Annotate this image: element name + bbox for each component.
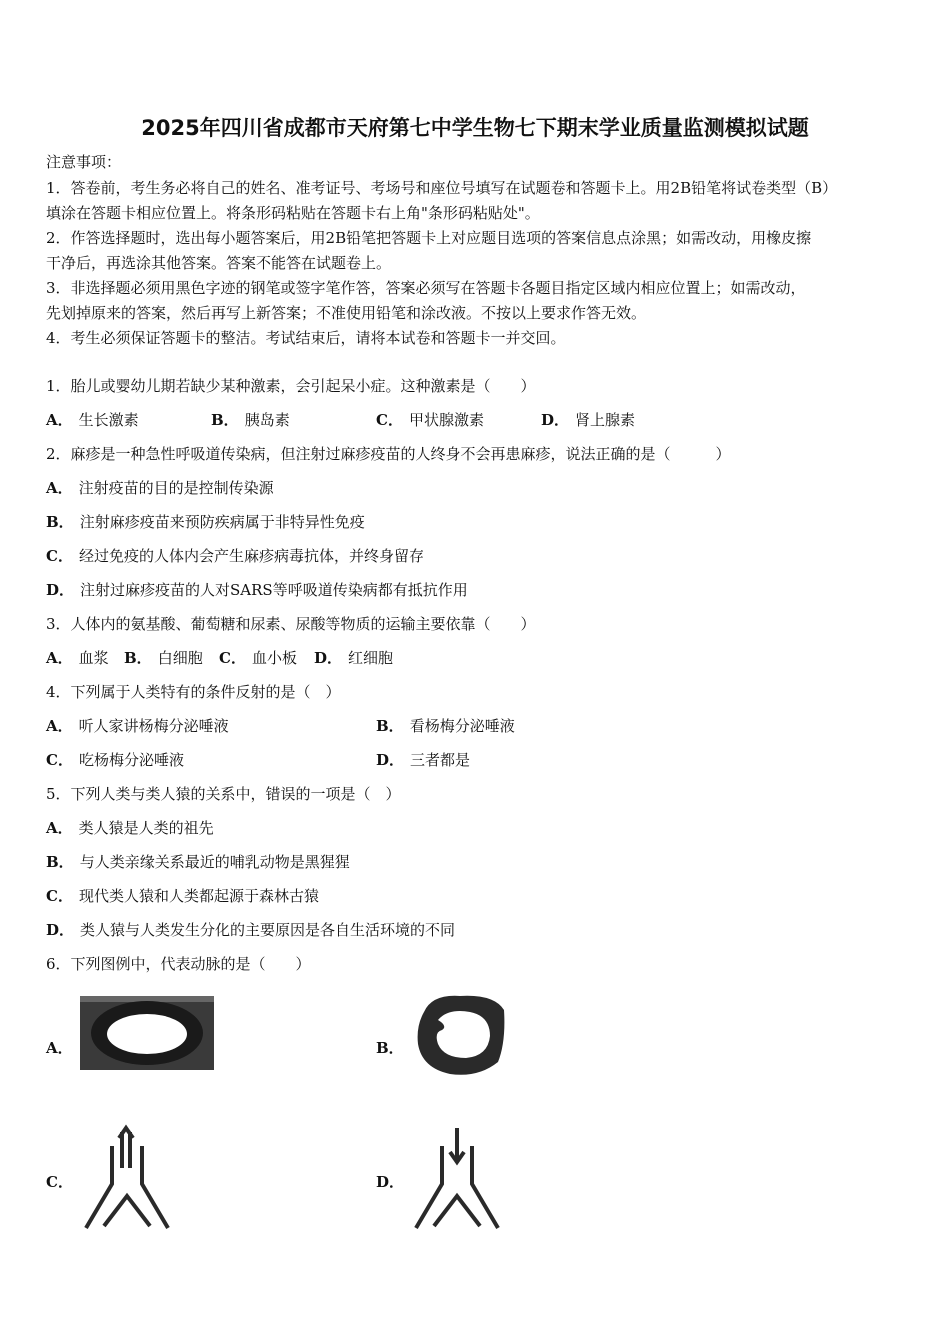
option-text: 注射疫苗的目的是控制传染源 (78, 479, 274, 497)
option-text: 现代类人猿和人类都起源于森林古猿 (78, 887, 319, 905)
option-d[interactable] (376, 750, 470, 770)
option-b[interactable] (211, 410, 290, 430)
option-text: 生长激素 (78, 411, 139, 429)
notice-line: 先划掉原来的答案，然后再写上新答案；不准使用铅笔和涂改液。不按以上要求作答无效。 (46, 304, 647, 322)
option-a[interactable] (46, 716, 229, 736)
option-c[interactable] (219, 648, 297, 668)
question-stem: 6．下列图例中，代表动脉的是（ ） (46, 955, 311, 973)
branching-vessel-figure-c (82, 1124, 172, 1230)
notice-line: 3．非选择题必须用黑色字迹的钢笔或签字笔作答，答案必须写在答题卡各题目指定区域内相应位置上；如需改动， (46, 279, 806, 297)
question-stem: 2．麻疹是一种急性呼吸道传染病，但注射过麻疹疫苗的人终身不会再患麻疹，说法正确的是（ ） (46, 445, 731, 463)
vessel-fork (104, 1196, 150, 1226)
option-d[interactable] (46, 580, 468, 600)
option-a[interactable] (46, 478, 274, 498)
vessel-lumen (107, 1014, 187, 1054)
option-d[interactable]: D． (376, 1173, 405, 1191)
vessel-fork (434, 1196, 480, 1226)
notice-line: 干净后，再选涂其他答案。答案不能答在试题卷上。 (46, 254, 392, 272)
option-text: 与人类亲缘关系最近的哺乳动物是黑猩猩 (79, 853, 350, 871)
option-text: 注射过麻疹疫苗的人对SARS等呼吸道传染病都有抵抗作用 (80, 581, 468, 599)
question-stem: 1．胎儿或婴幼儿期若缺少某种激素，会引起呆小症。这种激素是（ ） (46, 377, 536, 395)
option-label: D． (541, 411, 570, 429)
vein-cross-section-figure (414, 992, 506, 1078)
page-title: 2025年四川省成都市天府第七中学生物七下期末学业质量监测模拟试题 (141, 116, 809, 140)
option-c[interactable]: C． (46, 1173, 73, 1191)
option-b[interactable] (46, 512, 365, 532)
notice-heading: 注意事项： (46, 153, 122, 171)
option-label: D． (46, 581, 75, 599)
option-label: B． (46, 853, 74, 871)
option-a[interactable] (46, 648, 109, 668)
option-b[interactable] (46, 852, 350, 872)
option-d[interactable] (46, 920, 455, 940)
option-b[interactable] (124, 648, 203, 668)
vessel-wall-left (86, 1146, 112, 1228)
option-a[interactable] (46, 410, 139, 430)
question-stem: 5．下列人类与类人猿的关系中，错误的一项是（ ） (46, 785, 401, 803)
option-text: 听人家讲杨梅分泌唾液 (78, 717, 229, 735)
option-b[interactable]: B． (376, 1039, 404, 1057)
option-text: 经过免疫的人体内会产生麻疹病毒抗体，并终身留存 (78, 547, 424, 565)
option-c[interactable] (376, 410, 484, 430)
option-text: 胰岛素 (244, 411, 290, 429)
option-label: C． (46, 887, 73, 905)
option-label: A． (46, 819, 73, 837)
option-label: B． (376, 717, 404, 735)
option-label: A． (46, 717, 73, 735)
option-d[interactable] (314, 648, 393, 668)
notice-line: 2．作答选择题时，选出每小题答案后，用2B铅笔把答题卡上对应题目选项的答案信息点涂黑；如需改动，用橡皮擦 (46, 229, 812, 247)
question-stem: 3．人体内的氨基酸、葡萄糖和尿素、尿酸等物质的运输主要依靠（ ） (46, 615, 536, 633)
option-b[interactable] (376, 716, 515, 736)
option-text: 三者都是 (410, 751, 471, 769)
option-label: A． (46, 479, 73, 497)
option-c[interactable] (46, 886, 319, 906)
option-c[interactable] (46, 546, 424, 566)
option-label: C． (46, 547, 73, 565)
vessel-wall-right (472, 1146, 498, 1228)
option-c[interactable] (46, 750, 184, 770)
notice-line: 4．考生必须保证答题卡的整洁。考试结束后，请将本试卷和答题卡一并交回。 (46, 329, 566, 347)
option-label: C． (219, 649, 246, 667)
arrow-up-icon (119, 1128, 133, 1138)
vessel-lumen (437, 1011, 490, 1058)
option-text: 血小板 (251, 649, 297, 667)
option-a[interactable] (46, 818, 214, 838)
option-text: 白细胞 (157, 649, 203, 667)
option-text: 看杨梅分泌唾液 (409, 717, 515, 735)
option-label: C． (46, 751, 73, 769)
artery-cross-section-figure (80, 996, 214, 1070)
option-text: 肾上腺素 (575, 411, 636, 429)
option-label: D． (376, 751, 405, 769)
question-stem: 4．下列属于人类特有的条件反射的是（ ） (46, 683, 341, 701)
vessel-wall-right (142, 1146, 168, 1228)
vessel-wall-left (416, 1146, 442, 1228)
branching-vessel-figure-d (412, 1124, 502, 1230)
option-label: A． (46, 649, 73, 667)
option-label: B． (124, 649, 152, 667)
option-d[interactable] (541, 410, 635, 430)
option-text: 类人猿与人类发生分化的主要原因是各自生活环境的不同 (80, 921, 456, 939)
option-text: 甲状腺激素 (408, 411, 484, 429)
option-label: B． (211, 411, 239, 429)
option-text: 血浆 (78, 649, 109, 667)
option-text: 吃杨梅分泌唾液 (78, 751, 184, 769)
option-text: 类人猿是人类的祖先 (78, 819, 214, 837)
option-text: 注射麻疹疫苗来预防疾病属于非特异性免疫 (79, 513, 365, 531)
notice-line: 1．答卷前，考生务必将自己的姓名、准考证号、考场号和座位号填写在试题卷和答题卡上。用2B铅笔将试卷类型（B） (46, 179, 838, 197)
notice-line: 填涂在答题卡相应位置上。将条形码粘贴在答题卡右上角"条形码粘贴处"。 (46, 204, 540, 222)
option-label: A． (46, 411, 73, 429)
option-label: D． (314, 649, 343, 667)
option-label: B． (46, 513, 74, 531)
option-label: D． (46, 921, 75, 939)
option-text: 红细胞 (348, 649, 394, 667)
option-label: C． (376, 411, 403, 429)
option-a[interactable]: A． (46, 1039, 73, 1057)
